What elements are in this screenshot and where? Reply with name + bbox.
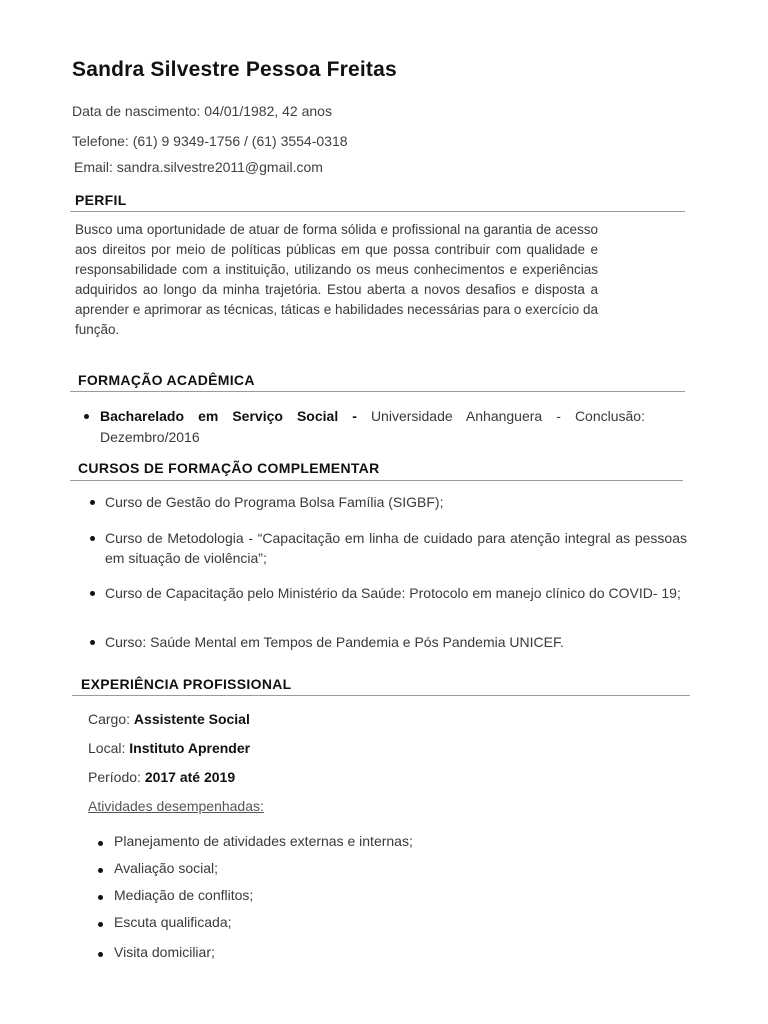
candidate-name: Sandra Silvestre Pessoa Freitas [72, 58, 397, 81]
activity-item: Visita domiciliar; [114, 944, 215, 960]
job-role-label: Cargo: [88, 711, 134, 727]
job-role [88, 711, 250, 727]
degree-detail: Universidade Anhanguera - Conclusão: Dezembro/2016 [100, 408, 645, 445]
bullet-icon [98, 952, 103, 957]
job-period [88, 769, 235, 785]
bullet-icon [90, 640, 95, 645]
bullet-icon [98, 868, 103, 873]
section-title-cursos: CURSOS DE FORMAÇÃO COMPLEMENTAR [78, 460, 380, 476]
section-divider [72, 695, 690, 696]
degree-name: Bacharelado em Serviço Social - [100, 408, 357, 424]
job-location [88, 740, 250, 756]
job-period-label: Período: [88, 769, 145, 785]
bullet-icon [98, 841, 103, 846]
bullet-icon [84, 414, 89, 419]
section-title-experiencia: EXPERIÊNCIA PROFISSIONAL [81, 676, 292, 692]
course-item: Curso de Capacitação pelo Ministério da Saúde: Protocolo em manejo clínico do COVID- 19; [105, 585, 681, 601]
course-item: Curso de Metodologia - “Capacitação em linha de cuidado para atenção integral as pessoas em situação de violência”; [105, 530, 687, 566]
activity-item: Mediação de conflitos; [114, 887, 254, 903]
section-divider [70, 211, 685, 212]
section-title-formacao: FORMAÇÃO ACADÊMICA [78, 372, 255, 388]
section-divider [70, 480, 683, 481]
activities-heading: Atividades desempenhadas: [88, 798, 264, 814]
bullet-icon [98, 895, 103, 900]
bullet-icon [90, 536, 95, 541]
email-address: Email: sandra.silvestre2011@gmail.com [74, 159, 323, 175]
activity-item: Planejamento de atividades externas e internas; [114, 833, 413, 849]
section-divider [70, 391, 685, 392]
activity-item: Escuta qualificada; [114, 914, 232, 930]
job-location-value: Instituto Aprender [129, 740, 251, 756]
birth-date: Data de nascimento: 04/01/1982, 42 anos [72, 103, 332, 119]
job-period-value: 2017 até 2019 [144, 769, 236, 785]
bullet-icon [98, 922, 103, 927]
activity-item: Avaliação social; [114, 860, 219, 876]
education-item [100, 406, 645, 447]
bullet-icon [90, 500, 95, 505]
phone-numbers: Telefone: (61) 9 9349-1756 / (61) 3554-0318 [72, 133, 348, 149]
course-item: Curso de Gestão do Programa Bolsa Família (SIGBF); [105, 494, 444, 510]
job-role-value: Assistente Social [133, 711, 250, 727]
profile-text: Busco uma oportunidade de atuar de forma sólida e profissional na garantia de acesso aos direitos por meio de políticas públicas em que possa contribuir com qualidade e responsabilidade com a instituição, utilizando os meus conhecimentos e experiências adquiridos ao longo da minha trajetória. Estou aberta a novos desafios e disposta a aprender e aprimorar as técnicas, táticas e habilidades necessárias para o exercício da função. [75, 222, 598, 338]
job-location-label: Local: [88, 740, 130, 756]
bullet-icon [90, 591, 95, 596]
section-title-perfil: PERFIL [75, 192, 127, 208]
course-item: Curso: Saúde Mental em Tempos de Pandemia e Pós Pandemia UNICEF. [105, 634, 564, 650]
